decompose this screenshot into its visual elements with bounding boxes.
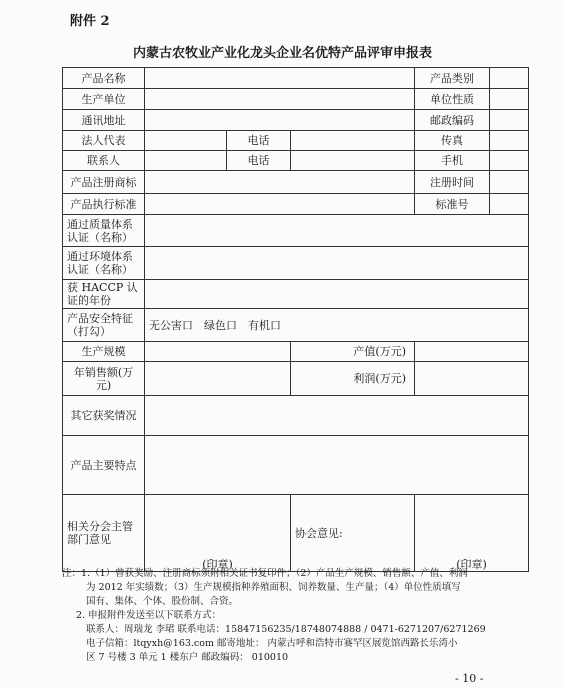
product-category-label: 产品类别	[415, 68, 490, 89]
form-title: 内蒙古农牧业产业化龙头企业名优特产品评审申报表	[132, 46, 432, 61]
notes-section	[62, 567, 532, 665]
seal-mark-2: (印章)	[456, 558, 487, 571]
features-field[interactable]	[145, 436, 529, 495]
note-2-line-1: 2. 申报附件发送至以下联系方式：	[76, 610, 222, 621]
phone-label: 电话	[227, 131, 291, 151]
note-1-line-1: 注：1.（1）曾获奖励、注册商标须附相关证书复印件；（2）产品生产规模、销售额、产值、利润	[62, 568, 468, 579]
trademark-label: 产品注册商标	[63, 171, 145, 194]
safety-label: 产品安全特征（打勾）	[63, 309, 145, 342]
awards-label: 其它获奖情况	[63, 396, 145, 436]
product-name-label: 产品名称	[63, 68, 145, 89]
fax-label: 传真	[415, 131, 490, 151]
note-1-line-2: 为 2012 年实绩数；（3）生产规模指种养殖面积、饲养数量、生产量；（4）单位性质填写	[86, 582, 461, 593]
scale-label: 生产规模	[63, 342, 145, 362]
haccp-label: 获 HACCP 认证的年份	[63, 280, 145, 309]
contact-label: 联系人	[63, 151, 145, 171]
note-2-line-3: 电子信箱：ltqyxh@163.com 邮寄地址： 内蒙古呼和浩特市赛罕区展览馆西路长乐湾小	[86, 638, 458, 649]
note-1-line-3: 国有、集体、个体、股份制、合资。	[86, 596, 239, 607]
reg-time-label: 注册时间	[415, 171, 490, 194]
quality-cert-field[interactable]	[145, 215, 529, 247]
awards-field[interactable]	[145, 396, 529, 436]
assoc-opinion-field[interactable]	[415, 495, 529, 572]
standard-label: 产品执行标准	[63, 194, 145, 215]
phone2-label: 电话	[227, 151, 291, 171]
phone2-field[interactable]	[291, 151, 415, 171]
standard-no-label: 标准号	[415, 194, 490, 215]
fax-field[interactable]	[490, 131, 529, 151]
legal-rep-field[interactable]	[145, 131, 227, 151]
application-form-table	[62, 67, 529, 572]
page-number: - 10 -	[455, 672, 484, 685]
dept-opinion-field[interactable]	[145, 495, 291, 572]
env-cert-label: 通过环境体系认证（名称）	[63, 247, 145, 280]
sales-field[interactable]	[145, 362, 291, 396]
trademark-field[interactable]	[145, 171, 415, 194]
features-label: 产品主要特点	[63, 436, 145, 495]
assoc-opinion-label: 协会意见:	[291, 495, 415, 572]
legal-rep-label: 法人代表	[63, 131, 145, 151]
attachment-label: 附件 2	[70, 14, 110, 29]
output-value-field[interactable]	[415, 342, 529, 362]
address-label: 通讯地址	[63, 110, 145, 131]
reg-time-field[interactable]	[490, 171, 529, 194]
seal-mark-1: (印章)	[202, 558, 233, 571]
env-cert-field[interactable]	[145, 247, 529, 280]
standard-no-field[interactable]	[490, 194, 529, 215]
profit-label: 利润(万元)	[291, 362, 415, 396]
postcode-label: 邮政编码	[415, 110, 490, 131]
mobile-label: 手机	[415, 151, 490, 171]
note-2-line-2: 联系人：周瑞龙 李珺 联系电话：15847156235/18748074888 / 0471-6271207/6271269	[86, 624, 486, 635]
output-value-label: 产值(万元)	[291, 342, 415, 362]
sales-label: 年销售额(万元)	[63, 362, 145, 396]
dept-opinion-label: 相关分会主管部门意见	[63, 495, 145, 572]
mobile-field[interactable]	[490, 151, 529, 171]
scale-field[interactable]	[145, 342, 291, 362]
standard-field[interactable]	[145, 194, 415, 215]
product-name-field[interactable]	[145, 68, 415, 89]
profit-field[interactable]	[415, 362, 529, 396]
address-field[interactable]	[145, 110, 415, 131]
producer-field[interactable]	[145, 89, 415, 110]
producer-label: 生产单位	[63, 89, 145, 110]
unit-nature-field[interactable]	[490, 89, 529, 110]
quality-cert-label: 通过质量体系认证（名称）	[63, 215, 145, 247]
safety-options[interactable]: 无公害口 绿色口 有机口	[145, 309, 529, 342]
postcode-field[interactable]	[490, 110, 529, 131]
unit-nature-label: 单位性质	[415, 89, 490, 110]
product-category-field[interactable]	[490, 68, 529, 89]
haccp-field[interactable]	[145, 280, 529, 309]
phone-field[interactable]	[291, 131, 415, 151]
note-2-line-4: 区 7 号楼 3 单元 1 楼东户 邮政编码： 010010	[86, 652, 289, 663]
contact-field[interactable]	[145, 151, 227, 171]
